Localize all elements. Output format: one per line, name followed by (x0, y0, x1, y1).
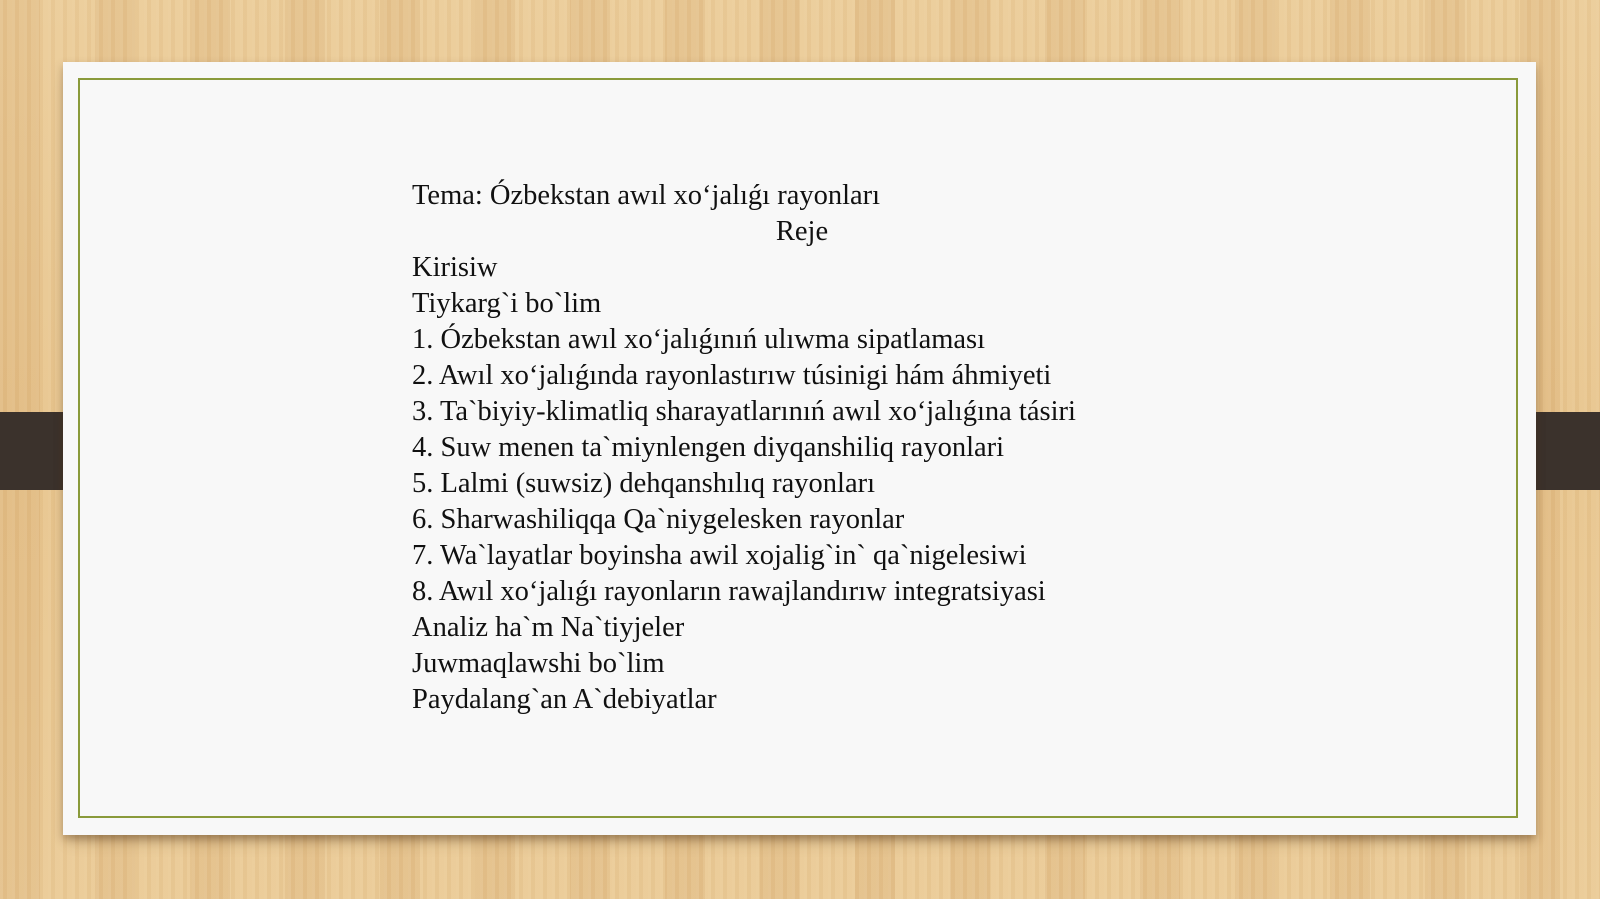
plan-item-analysis: Analiz ha`m Na`tiyjeler (412, 612, 685, 643)
plan-item-4: 4. Suw menen ta`miynlengen diyqanshiliq rayonlari (412, 432, 1005, 463)
plan-item-main-part: Tiykarg`i bo`lim (412, 288, 602, 319)
plan-item-1: 1. Ózbekstan awıl xo‘jalıǵınıń ulıwma sipatlaması (412, 324, 986, 355)
plan-item-8: 8. Awıl xo‘jalıǵı rayonların rawajlandırıw integratsiyasi (412, 576, 1046, 607)
plan-item-conclusion: Juwmaqlawshi bo`lim (412, 648, 665, 679)
plan-item-6: 6. Sharwashiliqqa Qa`niygelesken rayonlar (412, 504, 905, 535)
plan-heading: Reje (775, 216, 829, 247)
plan-item-3: 3. Ta`biyiy-klimatliq sharayatlarınıń awıl xo‘jalıǵına tásiri (412, 396, 1076, 427)
plan-item-2: 2. Awıl xo‘jalıǵında rayonlastırıw túsinigi hám áhmiyeti (412, 360, 1052, 391)
slide-text-block (412, 178, 1312, 718)
plan-item-7: 7. Wa`layatlar boyinsha awil xojalig`in` qa`nigelesiwi (412, 540, 1027, 571)
plan-item-introduction: Kirisiw (412, 252, 498, 283)
plan-item-5: 5. Lalmi (suwsiz) dehqanshılıq rayonları (412, 468, 876, 499)
slide-title: Tema: Ózbekstan awıl xo‘jalıǵı rayonları (412, 180, 881, 211)
plan-item-references: Paydalang`an A`debiyatlar (412, 684, 717, 715)
